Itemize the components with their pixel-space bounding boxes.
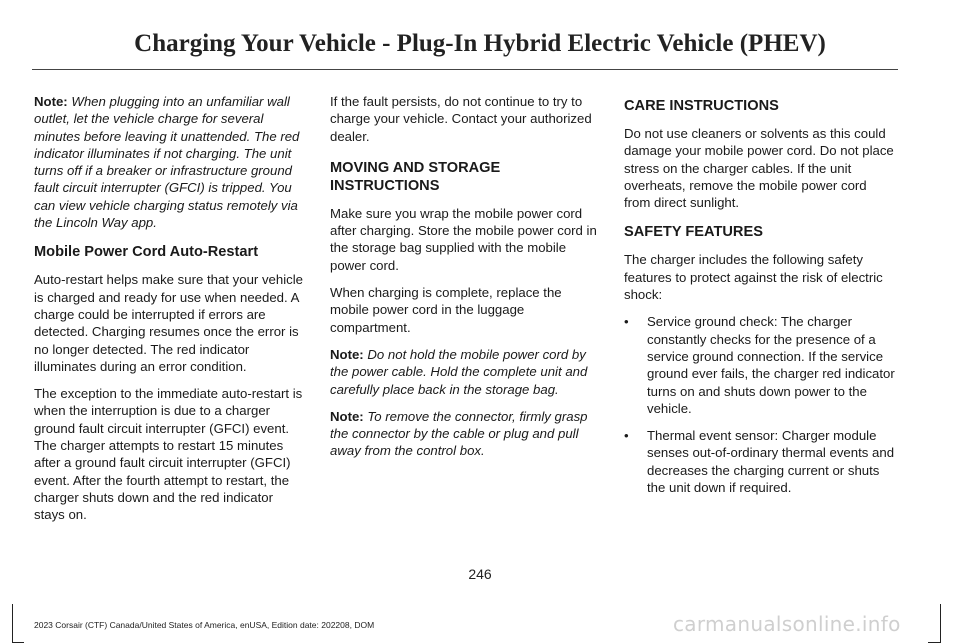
body-paragraph: The charger includes the following safety features to protect against the risk of electric shock: bbox=[624, 252, 883, 303]
section-heading-auto-restart: Mobile Power Cord Auto-Restart bbox=[34, 244, 259, 261]
column-right bbox=[624, 93, 896, 506]
note-text: To remove the connector, firmly grasp the connector by the cable or plug and pull away from the control box. bbox=[330, 408, 588, 459]
note-label: Note: bbox=[330, 408, 364, 424]
list-item: • Service ground check: The charger constantly checks for the presence of a service ground connection. If the service ground ever fails, the charger red indicator turns on and shuts down power to the vehicle. bbox=[624, 313, 896, 417]
body-paragraph: Make sure you wrap the mobile power cord after charging. Store the mobile power cord in the storage bag supplied with the mobile power cord. bbox=[330, 205, 597, 273]
note-label: Note: bbox=[330, 346, 364, 362]
header-divider bbox=[32, 69, 898, 70]
body-paragraph: Do not use cleaners or solvents as this could damage your mobile power cord. Do not place stress on the charger cables. If the unit overheats, remove the mobile power cord from direct sunlight. bbox=[624, 126, 894, 211]
edition-footer: 2023 Corsair (CTF) Canada/United States of America, enUSA, Edition date: 202208, DOM bbox=[34, 620, 375, 630]
note-text: Do not hold the mobile power cord by the power cable. Hold the complete unit and carefully place back in the storage bag. bbox=[330, 346, 588, 397]
body-paragraph: When charging is complete, replace the mobile power cord in the luggage compartment. bbox=[330, 285, 562, 335]
body-paragraph: Auto-restart helps make sure that your vehicle is charged and ready for use when needed. A charge could be interrupted if errors are detected. Charging resumes once the error is no longer detected. The red indicator illuminates during an error condition. bbox=[34, 272, 304, 374]
note-label: Note: bbox=[34, 94, 68, 109]
column-middle bbox=[330, 93, 602, 470]
page-title: Charging Your Vehicle - Plug-In Hybrid Electric Vehicle (PHEV) bbox=[134, 30, 826, 57]
note-paragraph bbox=[34, 93, 306, 231]
section-heading-care: CARE INSTRUCTIONS bbox=[624, 98, 779, 114]
crop-mark bbox=[12, 604, 13, 643]
list-item: • Thermal event sensor: Charger module senses out-of-ordinary thermal events and decreases the charging current or shuts the unit down if required. bbox=[624, 427, 896, 496]
body-paragraph: If the fault persists, do not continue to try to charge your vehicle. Contact your authorized dealer. bbox=[330, 94, 592, 144]
note-paragraph bbox=[330, 408, 602, 460]
crop-mark bbox=[940, 604, 941, 643]
note-text: When plugging into an unfamiliar wall outlet, let the vehicle charge for several minutes before leaving it unattended. The red indicator illuminates if not charging. The unit turns off if a breaker or infrastructure ground fault circuit interrupter (GFCI) is tripped. You can view vehicle charging status remotely via the Lincoln Way app. bbox=[34, 94, 300, 231]
column-left bbox=[34, 93, 306, 534]
section-heading-moving-storage: MOVING AND STORAGE INSTRUCTIONS bbox=[330, 159, 501, 194]
watermark: carmanualsonline.info bbox=[673, 612, 901, 636]
note-paragraph bbox=[330, 346, 602, 398]
section-heading-safety: SAFETY FEATURES bbox=[624, 224, 763, 241]
safety-feature-list bbox=[624, 313, 896, 496]
body-paragraph: The exception to the immediate auto-restart is when the interruption is due to a charger ground fault circuit interrupter (GFCI) event. The charger attempts to restart 15 minutes after a ground fault circuit interrupter (GFCI) event. After the fourth attempt to restart, the charger shuts down and the red indicator stays on. bbox=[34, 386, 303, 523]
page-number: 246 bbox=[468, 566, 492, 582]
